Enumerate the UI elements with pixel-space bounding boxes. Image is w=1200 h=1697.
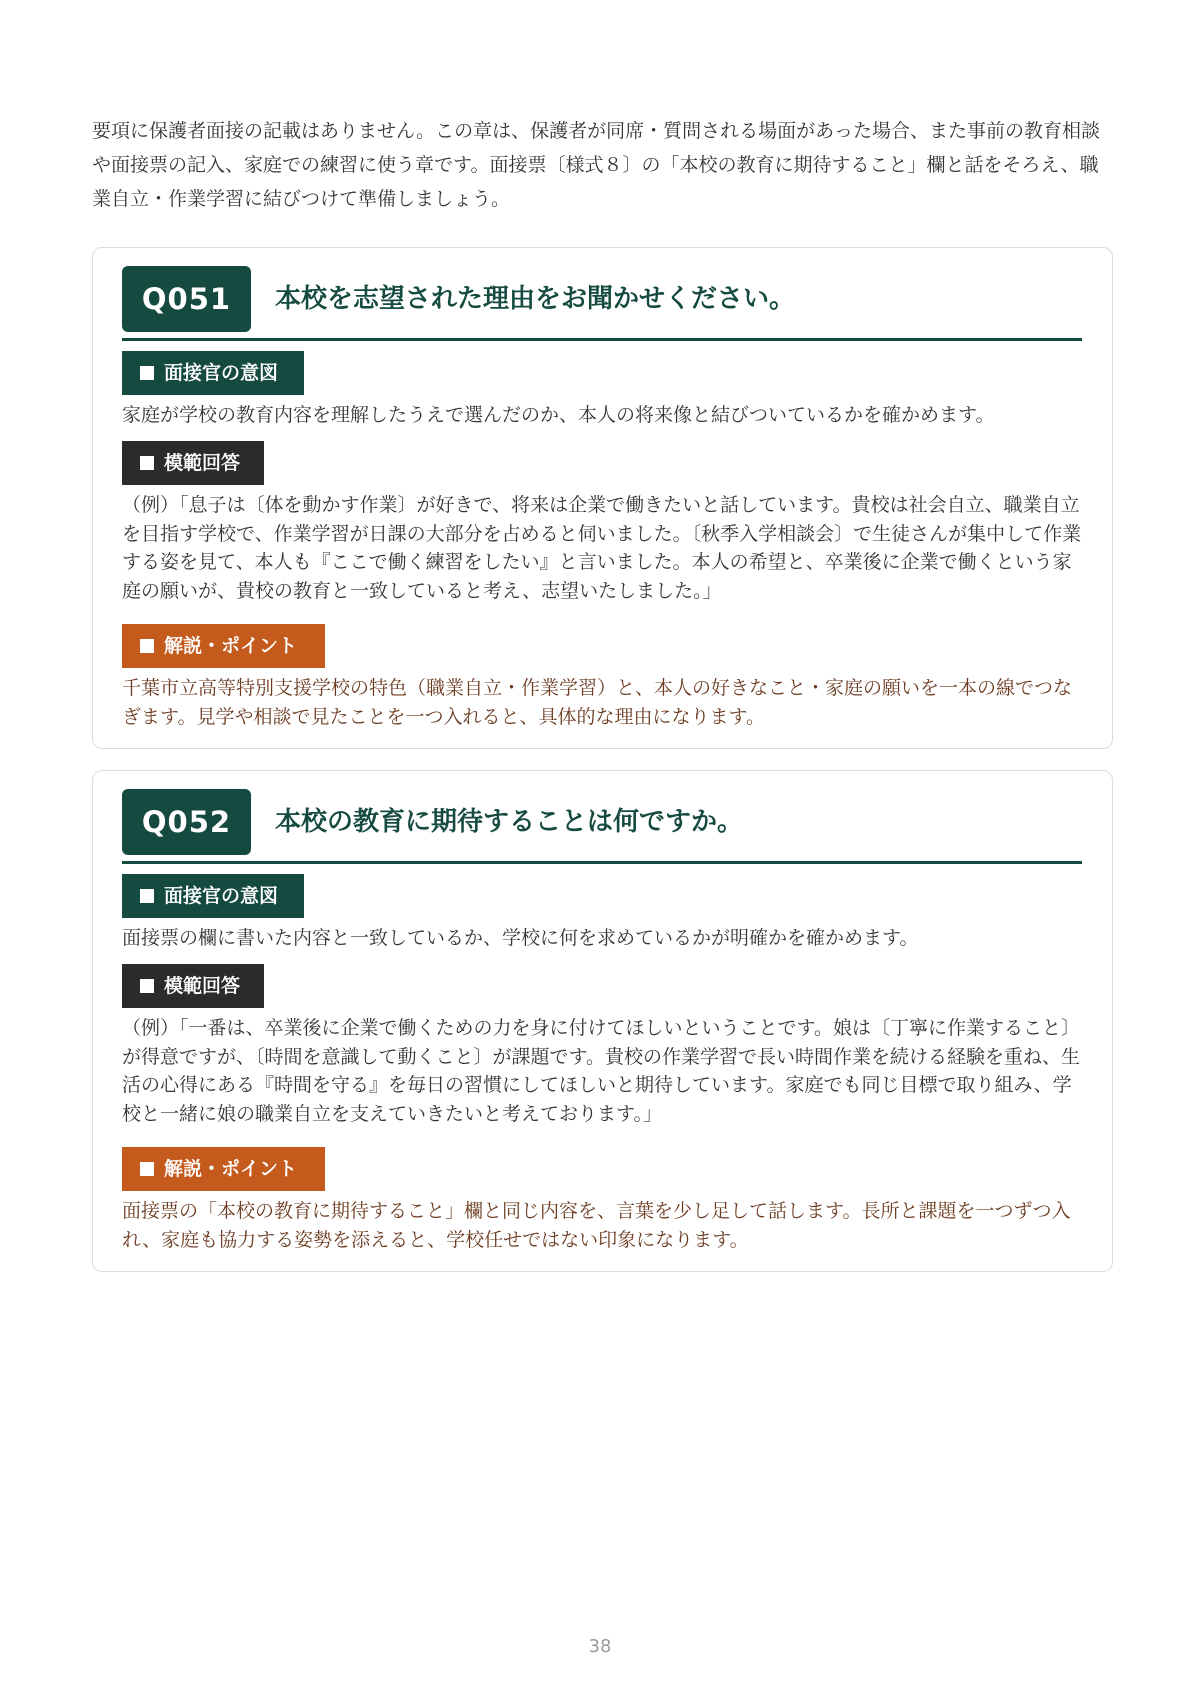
point-text: 千葉市立高等特別支援学校の特色（職業自立・作業学習）と、本人の好きなこと・家庭の願いを一本の線でつなぎます。見学や相談で見たことを一つ入れると、具体的な理由になります。 <box>122 677 1073 728</box>
question-card-q052 <box>92 770 1113 1272</box>
question-header <box>122 789 1082 864</box>
square-bullet-icon <box>140 639 154 653</box>
model-answer-text: （例）「一番は、卒業後に企業で働くための力を身に付けてほしいということです。娘は〔丁寧に作業すること〕が得意ですが、〔時間を意識して動くこと〕が課題です。貴校の作業学習で長い時間作業を続ける経験を重ね、生活の心得にある『時間を守る』を毎日の習慣にしてほしいと期待しています。家庭でも同じ目標で取り組み、学校と一緒に娘の職業自立を支えていきたいと考えております。」 <box>122 1017 1080 1125</box>
square-bullet-icon <box>140 979 154 993</box>
model-answer-text: （例）「息子は〔体を動かす作業〕が好きで、将来は企業で働きたいと話しています。貴校は社会自立、職業自立を目指す学校で、作業学習が日課の大部分を占めると伺いました。〔秋季入学相談会〕で生徒さんが集中して作業する姿を見て、本人も『ここで働く練習をしたい』と言いました。本人の希望と、卒業後に企業で働くという家庭の願いが、貴校の教育と一致していると考え、志望いたしました。」 <box>122 494 1082 602</box>
question-header <box>122 266 1082 341</box>
square-bullet-icon <box>140 889 154 903</box>
intent-text: 面接票の欄に書いた内容と一致しているか、学校に何を求めているかが明確かを確かめます。 <box>122 927 919 949</box>
point-label-text: 解説・ポイント <box>164 635 298 657</box>
intent-label-text: 面接官の意図 <box>164 885 279 907</box>
point-text: 面接票の「本校の教育に期待すること」欄と同じ内容を、言葉を少し足して話します。長所と課題を一つずつ入れ、家庭も協力する姿勢を添えると、学校任せではない印象になります。 <box>122 1200 1071 1251</box>
page-number: 38 <box>588 1636 612 1657</box>
intent-label <box>122 351 304 395</box>
point-label-text: 解説・ポイント <box>164 1158 298 1180</box>
intent-label-text: 面接官の意図 <box>164 362 279 384</box>
question-number-badge: Q052 <box>122 789 251 855</box>
point-label <box>122 1147 325 1191</box>
model-answer-label <box>122 441 264 485</box>
model-answer-label <box>122 964 264 1008</box>
model-answer-label-text: 模範回答 <box>164 452 241 474</box>
intent-label <box>122 874 304 918</box>
square-bullet-icon <box>140 1162 154 1176</box>
question-title: 本校を志望された理由をお聞かせください。 <box>275 284 796 314</box>
question-card-q051 <box>92 247 1113 749</box>
intro-paragraph: 要項に保護者面接の記載はありません。この章は、保護者が同席・質問される場面があった場合、また事前の教育相談や面接票の記入、家庭での練習に使う章です。面接票〔様式８〕の「本校の教育に期待すること」欄と話をそろえ、職業自立・作業学習に結びつけて準備しましょう。 <box>92 120 1100 210</box>
point-label <box>122 624 325 668</box>
square-bullet-icon <box>140 366 154 380</box>
model-answer-label-text: 模範回答 <box>164 975 241 997</box>
question-number-badge: Q051 <box>122 266 251 332</box>
question-title: 本校の教育に期待することは何ですか。 <box>275 807 744 837</box>
square-bullet-icon <box>140 456 154 470</box>
intent-text: 家庭が学校の教育内容を理解したうえで選んだのか、本人の将来像と結びついているかを確かめます。 <box>122 404 995 426</box>
